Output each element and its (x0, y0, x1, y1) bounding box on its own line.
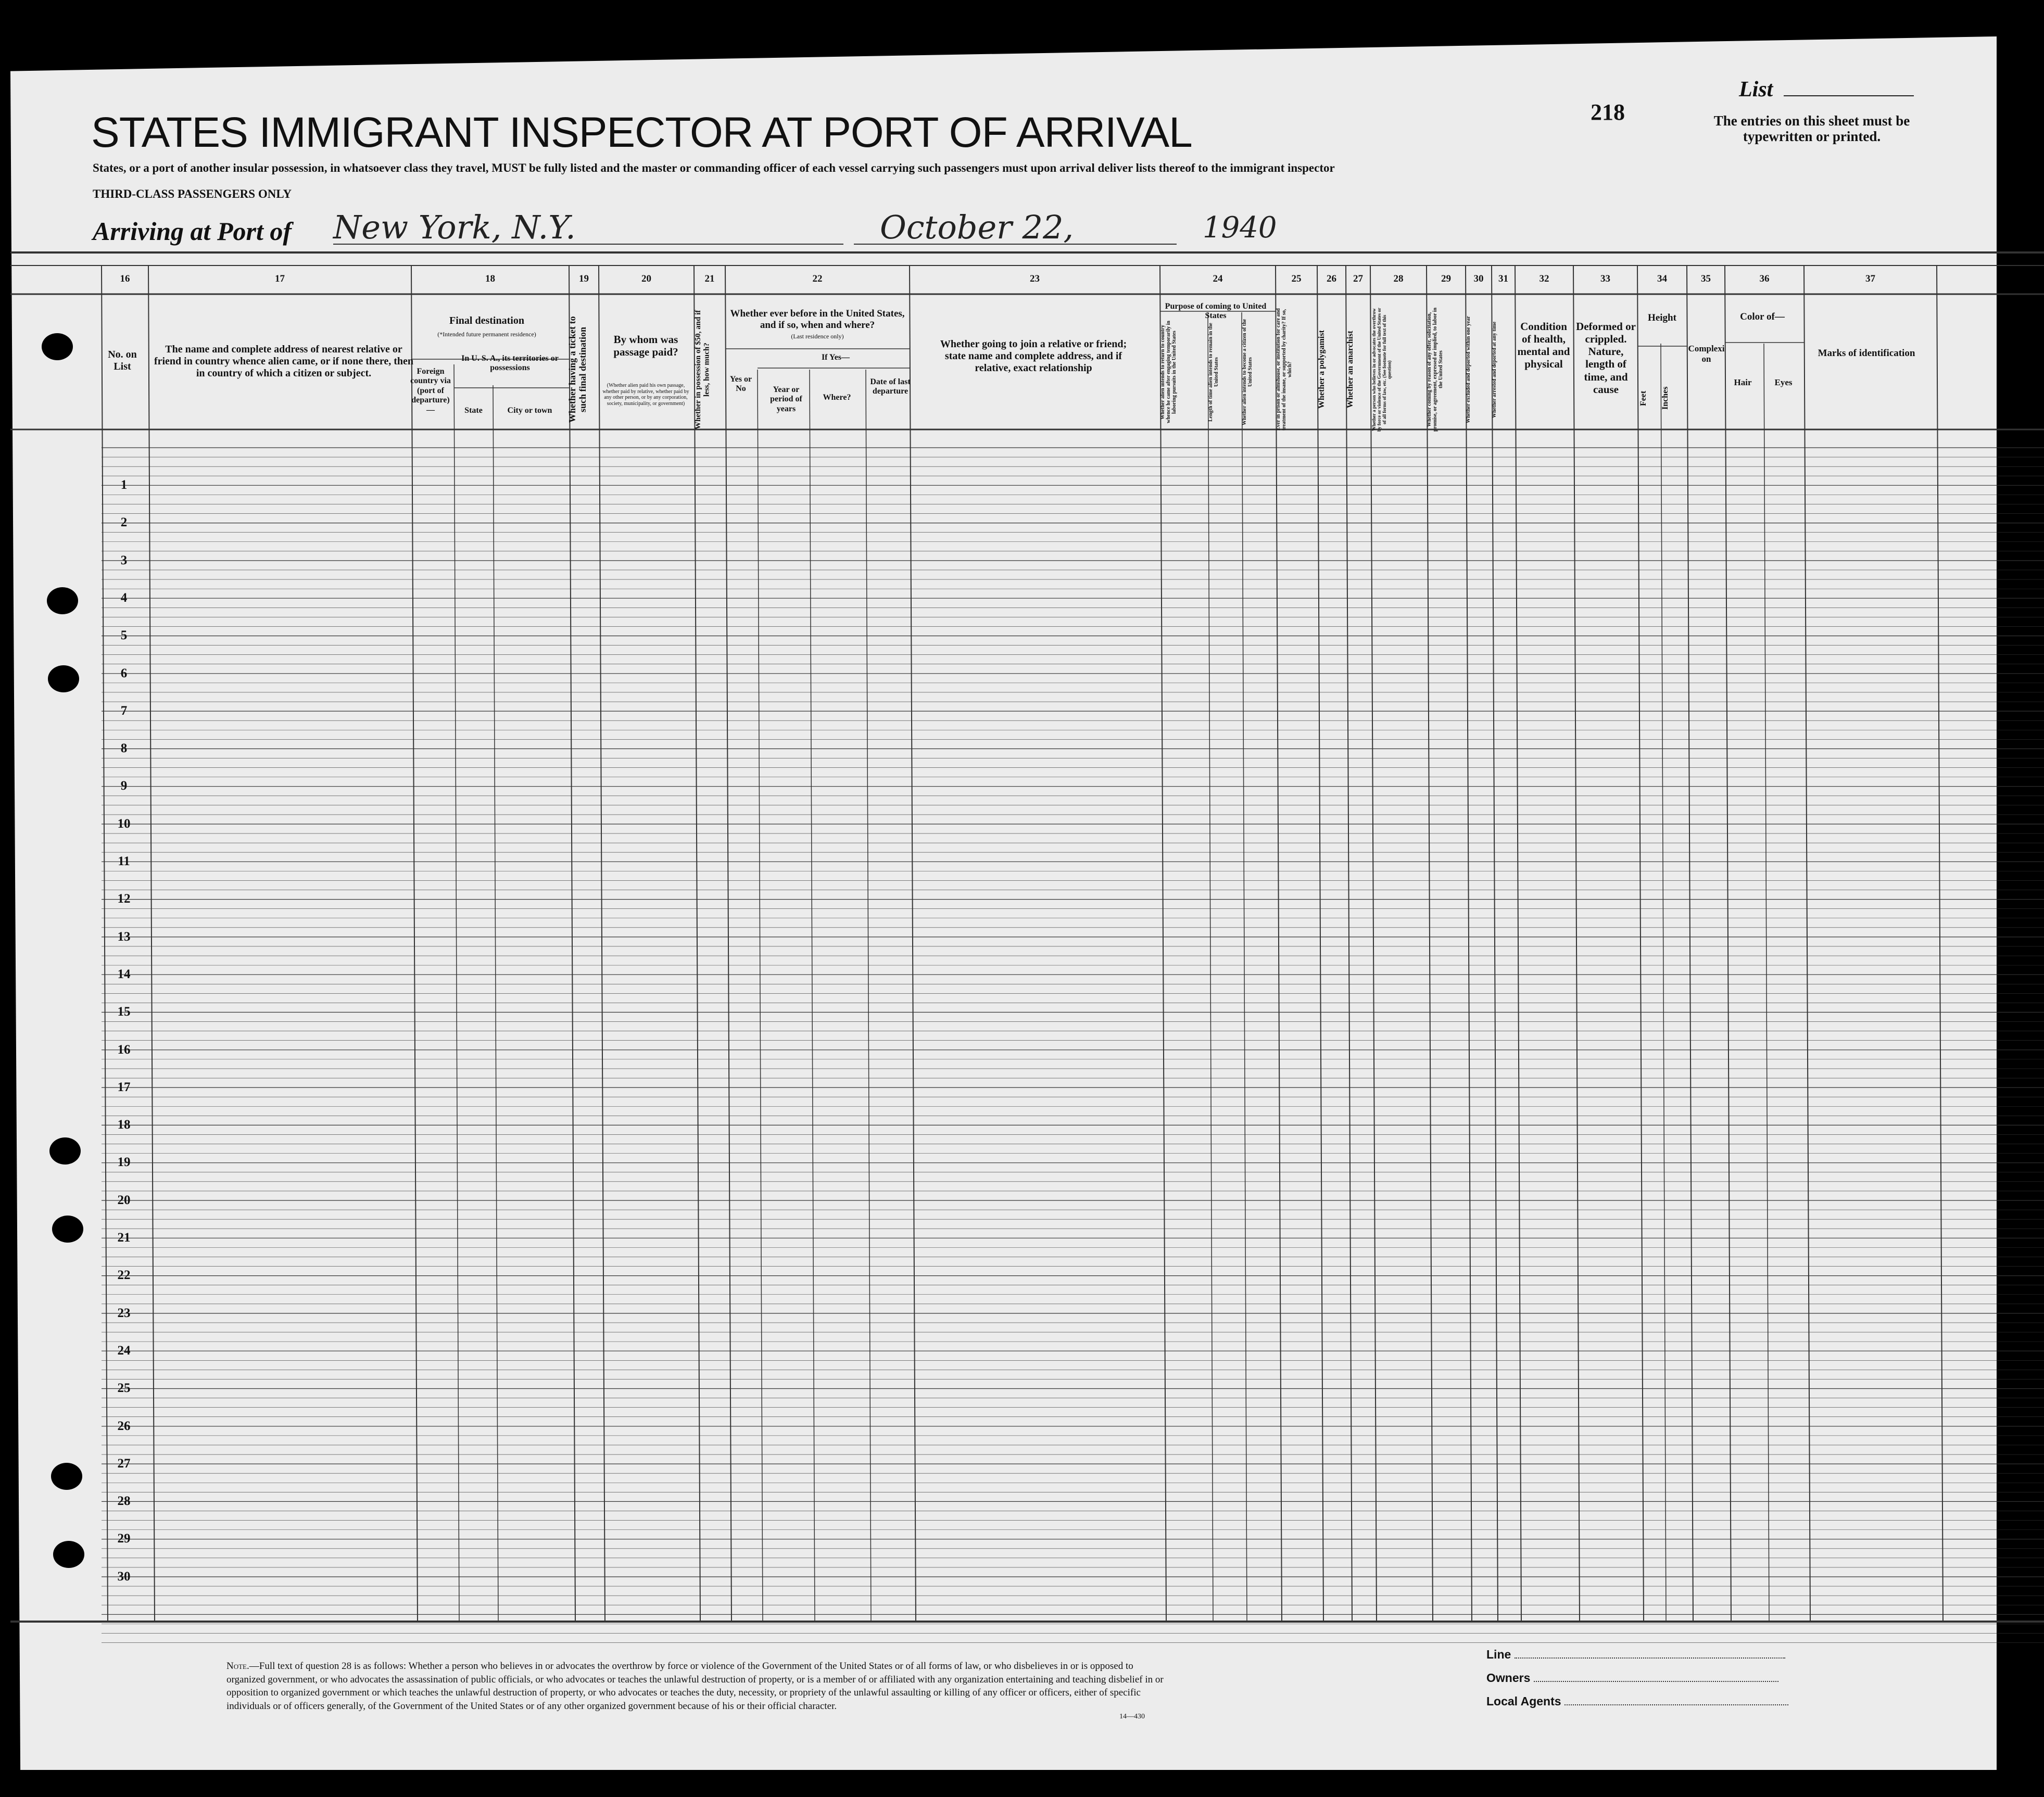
form-number: 14—430 (1119, 1713, 1145, 1720)
col36-hair: Hair (1734, 377, 1752, 387)
col36-eyes: Eyes (1774, 377, 1793, 387)
row-number: 4 (120, 590, 128, 605)
col22-date: Date of last departure (870, 377, 911, 396)
row-number: 23 (117, 1306, 131, 1320)
row-number: 20 (117, 1193, 131, 1207)
col29-header: Whether coming by reason of any offer, solicitation, promise, or agreement, expressed or implied, to labor in the United States (1427, 307, 1444, 432)
col22-where: Where? (823, 393, 851, 402)
footnote-label: Note. (226, 1661, 249, 1672)
column-divider (1937, 265, 1943, 1622)
line-field (1486, 1648, 1785, 1662)
row-number: 29 (117, 1532, 131, 1546)
agents-field (1486, 1694, 1788, 1709)
sub-column-divider (1661, 344, 1666, 1622)
column-divider (1427, 265, 1433, 1622)
col16-header: No. on List (108, 349, 137, 372)
footnote-text: —Full text of question 28 is as follows: Whether a person who believes in or advocates the overthrow by force or violence of the Government of the United States or of all forms of law, or who disbelieves in or is opposed to organized government, or who advocates the assassination of public officials, or who advocates or teaches the unlawful destruction of property, or is a member of or affiliated with any organization entertaining and teaching disbelief in or opposition to organized government or which teaches the unlawful destruction of property, or who advocates or teaches the duty, necessity, or propriety of the unlawful assaulting or killing of any officer or officers, either of specific individuals or of officers generally, of the Government of the United States or of any other organized government because of his or their official character. (226, 1661, 1164, 1712)
column-number: 21 (704, 273, 715, 284)
subtitle: States, or a port of another insular possession, in whatsoever class they travel, MUST be fully listed and the master or commanding officer of each vessel carrying such passengers must upon arrival deliver lists thereof to the immigrant inspector (93, 161, 1335, 174)
col26-header: Whether a polygamist (1317, 330, 1326, 409)
column-divider (569, 265, 575, 1622)
col18-usa: In U. S. A., its territories or possessions (461, 354, 559, 373)
column-divider (1804, 265, 1810, 1622)
column-divider (411, 265, 418, 1622)
column-divider (102, 265, 108, 1622)
column-divider (1466, 265, 1472, 1622)
col22-year: Year or period of years (770, 385, 802, 413)
column-number: 28 (1393, 273, 1404, 284)
col25-header: Ever in prison or almshouse, or institution for care and treatment of the insane, or supported by charity? If so, which? (1276, 308, 1293, 431)
col34-feet: Feet (1639, 390, 1648, 406)
agents-label: Local Agents (1486, 1694, 1561, 1708)
col22-ifyes: If Yes— (821, 353, 850, 362)
row-number: 3 (120, 553, 128, 567)
col23-header: Whether going to join a relative or friend; state name and complete address, and if relative, exact relationship (940, 338, 1127, 374)
col22-yesno: Yes or No (729, 375, 752, 394)
col24-b-header: Length of time alien intends to remain in the United States (1208, 323, 1219, 422)
row-number: 25 (117, 1381, 131, 1396)
column-number: 32 (1539, 273, 1549, 284)
col19-header: Whether having a ticket to such final destination (567, 316, 588, 423)
year-handwritten: 1940 (1203, 211, 1277, 245)
list-label-text: List (1739, 78, 1773, 102)
agents-blank (1564, 1704, 1788, 1705)
column-number: 19 (579, 273, 589, 284)
sub-column-divider (454, 364, 459, 1622)
column-number: 30 (1473, 273, 1484, 284)
class-line: THIRD-CLASS PASSENGERS ONLY (93, 187, 292, 200)
col32-header: Condition of health, mental and physical (1517, 320, 1570, 371)
row-number: 24 (117, 1343, 131, 1358)
col22-title: Whether ever before in the United States, and if so, when and where? (730, 308, 905, 331)
row-number: 6 (120, 666, 128, 680)
col22-sub: (Last residence only) (791, 333, 844, 340)
col34-inches: Inches (1661, 386, 1670, 410)
sub-column-divider (1208, 312, 1213, 1622)
col37-header: Marks of identification (1818, 348, 1915, 359)
line-blank (1515, 1657, 1785, 1659)
port-handwritten: New York, N.Y. (333, 208, 576, 246)
row-number: 7 (120, 703, 128, 718)
column-divider (1687, 265, 1693, 1622)
column-number: 16 (120, 273, 130, 284)
column-number: 37 (1865, 273, 1875, 284)
column-number: 26 (1327, 273, 1336, 284)
column-number: 34 (1657, 273, 1667, 284)
col35-header: Complexion (1688, 344, 1725, 364)
row-number: 8 (120, 741, 128, 756)
sub-column-divider (758, 370, 763, 1622)
column-divider (1160, 265, 1166, 1622)
column-number: 25 (1291, 273, 1302, 284)
col17-header: The name and complete address of nearest relative or friend in country whence alien came, or if none there, then in country of which a citizen or subject. (154, 344, 414, 379)
column-number: 17 (275, 273, 285, 284)
line-label: Line (1486, 1648, 1511, 1661)
col20-sub: (Whether alien paid his own passage, whether paid by relative, whether paid by any other person, or by any corporation, society, municipality, or government) (602, 383, 689, 407)
col20-title: By whom was passage paid? (613, 333, 678, 359)
column-divider (1573, 265, 1580, 1622)
col18-title: Final destination (449, 315, 524, 326)
col28-header: Whether a person who believes in or advocates the overthrow by force or violence of the Government of the United States or of all forms of law, etc. (See footnote for full text of this question) (1371, 308, 1392, 432)
row-number: 2 (120, 515, 128, 530)
row-number: 30 (117, 1569, 131, 1584)
column-number: 23 (1030, 273, 1040, 284)
row-number: 9 (120, 779, 128, 793)
column-divider (599, 265, 605, 1622)
row-number: 5 (120, 628, 128, 643)
column-divider (1515, 265, 1521, 1622)
row-number: 12 (117, 892, 131, 906)
column-divider (1725, 265, 1731, 1622)
date-handwritten: October 22, (880, 208, 1074, 246)
sub-column-divider (1242, 312, 1247, 1622)
column-number: 22 (812, 273, 823, 284)
row-number: 11 (118, 854, 130, 868)
owners-label: Owners (1486, 1671, 1531, 1685)
column-divider (725, 265, 731, 1622)
sub-column-divider (1764, 344, 1769, 1622)
entries-note: The entries on this sheet must be typewritten or printed. (1713, 113, 1910, 144)
column-number: 35 (1701, 273, 1711, 284)
col31-header: Whether arrested and deported at any time (1492, 321, 1497, 418)
row-number: 10 (117, 816, 131, 831)
row-number: 13 (117, 929, 131, 944)
row-number: 22 (117, 1268, 131, 1283)
row-number: 28 (117, 1494, 131, 1509)
col18-city: City or town (507, 406, 552, 415)
row-number: 18 (117, 1118, 131, 1132)
column-number: 18 (485, 273, 495, 284)
sub-column-divider (866, 370, 871, 1622)
row-number: 19 (117, 1155, 131, 1170)
col21-header: Whether in possession of $50, and if less, how much? (694, 310, 711, 429)
row-number: 16 (117, 1042, 131, 1057)
col24-c-header: Whether alien intends to become a citizen of the United States (1242, 319, 1253, 426)
column-number: 31 (1498, 273, 1508, 284)
column-divider (148, 265, 155, 1622)
column-number: 20 (641, 273, 651, 284)
col30-header: Whether excluded and deported within one year (1466, 316, 1471, 423)
page-number: 218 (1591, 99, 1625, 125)
col33-header: Deformed or crippled. Nature, length of time, and cause (1576, 320, 1636, 396)
row-number: 1 (120, 478, 128, 492)
sub-column-divider (493, 385, 498, 1622)
column-divider (694, 265, 700, 1622)
row-number: 21 (117, 1231, 131, 1245)
arriving-label: Arriving at Port of (93, 217, 292, 246)
column-number: 29 (1441, 273, 1451, 284)
col24-a-header: Whether alien intends to return to country whence he came after engaging temporarily in laboring pursuits in the United States (1160, 321, 1177, 424)
column-divider (1637, 265, 1644, 1622)
owners-field (1486, 1671, 1778, 1685)
row-number: 27 (117, 1456, 131, 1471)
footnote (226, 1660, 1174, 1713)
col18-foreign: Foreign country via (port of departure)— (410, 367, 451, 414)
row-number: 26 (117, 1419, 131, 1433)
row-number: 15 (117, 1005, 131, 1019)
col18-sub: (*Intended future permanent residence) (437, 331, 536, 338)
column-number: 33 (1600, 273, 1610, 284)
col34-header: Height (1648, 312, 1676, 323)
col27-header: Whether an anarchist (1346, 331, 1355, 409)
owners-blank (1534, 1681, 1778, 1682)
column-divider (1346, 265, 1352, 1622)
column-divider (910, 265, 916, 1622)
column-number: 27 (1353, 273, 1363, 284)
col18-state: State (464, 406, 483, 415)
row-number: 17 (117, 1080, 131, 1094)
page-title: STATES IMMIGRANT INSPECTOR AT PORT OF ARRIVAL (91, 109, 1192, 156)
column-divider (1317, 265, 1323, 1622)
column-divider (1276, 265, 1282, 1622)
sub-column-divider (810, 370, 815, 1622)
column-number: 24 (1213, 273, 1223, 284)
column-divider (1492, 265, 1498, 1622)
col24-title: Purpose of coming to United States (1165, 302, 1267, 321)
row-number: 14 (117, 967, 131, 981)
column-number: 36 (1759, 273, 1770, 284)
col36-header: Color of— (1740, 311, 1785, 322)
column-divider (1370, 265, 1377, 1622)
